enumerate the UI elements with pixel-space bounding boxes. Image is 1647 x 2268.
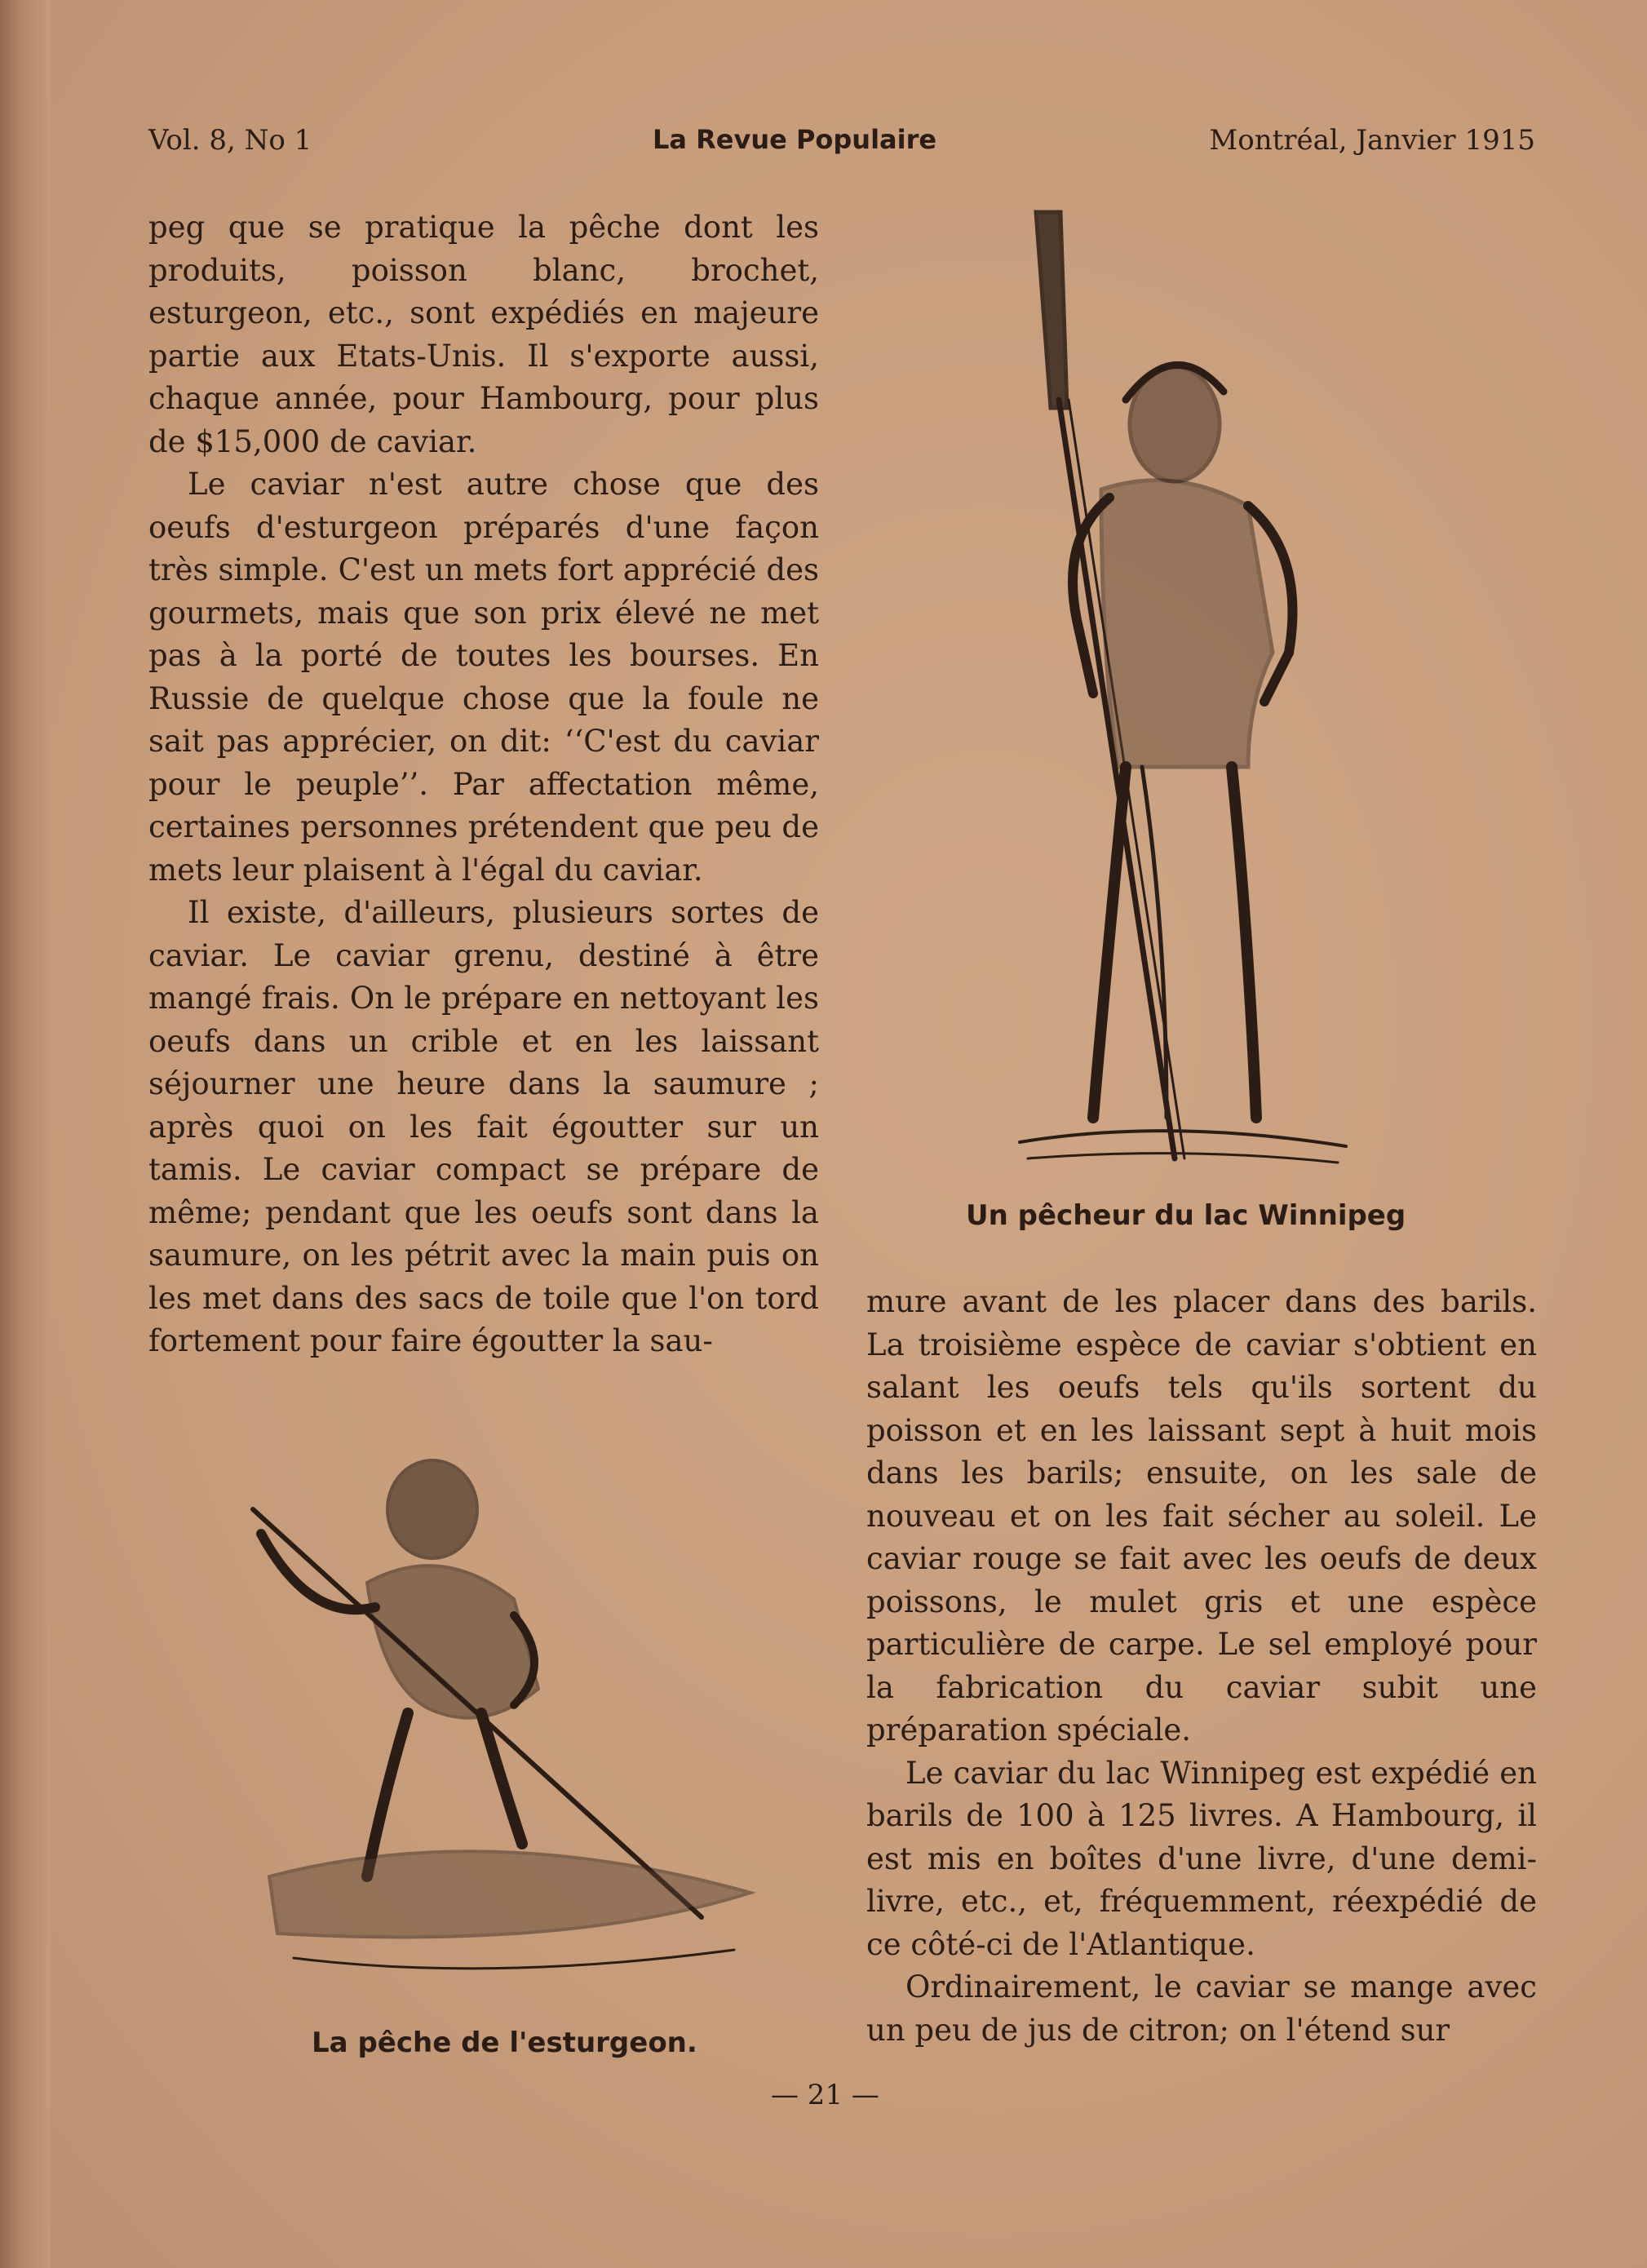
volume-issue: Vol. 8, No 1: [148, 124, 312, 157]
paragraph: Le caviar n'est autre chose que des oeufs d'esturgeon préparés d'une façon très simple. C'est un mets fort apprécié des gourmets, mais que son prix élevé ne met pas à la porté de toutes les bourses. En Russie de quelque chose que la foule ne sait pas apprécier, on dit: ‘‘C'est du caviar pour le peuple’’. Par affectation même, certaines personnes prétendent que peu de mets leur plaisent à l'égal du caviar.: [148, 467, 819, 888]
fisherman-drawing: [1003, 196, 1362, 1183]
paragraph: Ordinairement, le caviar se mange avec un peu de jus de citron; on l'étend sur: [866, 1969, 1537, 2048]
sturgeon-drawing: [245, 1420, 783, 1991]
fisherman-caption: Un pêcheur du lac Winnipeg: [966, 1199, 1406, 1232]
paragraph: Le caviar du lac Winnipeg est expédié en barils de 100 à 125 livres. A Hambourg, il est mis en boîtes d'une livre, d'une demi-livre, etc., et, fréquemment, réexpédié de ce côté-ci de l'Atlantique.: [866, 1755, 1537, 1962]
page-binding-shadow: [0, 0, 51, 2268]
sturgeon-fishing-illustration: [245, 1420, 783, 1991]
running-header: [148, 124, 1535, 173]
paragraph: Il existe, d'ailleurs, plusieurs sortes de caviar. Le caviar grenu, destiné à être mangé frais. On le prépare en nettoyant les oeufs dans un crible et en les laissant séjourner une heure dans la saumure ; après quoi on les fait égoutter sur un tamis. Le caviar compact se prépare de même; pendant que les oeufs sont dans la saumure, on les pétrit avec la main puis on les met dans des sacs de toile que l'on tord fortement pour faire égoutter la sau-: [148, 895, 819, 1358]
right-column-text: [866, 1281, 1537, 2052]
issue-date: Montréal, Janvier 1915: [1209, 124, 1535, 157]
paragraph: peg que se pratique la pêche dont les produits, poisson blanc, brochet, esturgeon, etc., sont expédiés en majeure partie aux Etats-Unis. Il s'exporte aussi, chaque année, pour Hambourg, pour plus de $15,000 de caviar.: [148, 210, 819, 459]
left-column-text: [148, 206, 819, 1363]
paragraph: mure avant de les placer dans des barils. La troisième espèce de caviar s'obtient en salant les oeufs tels qu'ils sortent du poisson et en les laissant sept à huit mois dans les barils; ensuite, on les sale de nouveau et on les fait sécher au soleil. Le caviar rouge se fait avec les oeufs de deux poissons, le mulet gris et une espèce particulière de carpe. Le sel employé pour la fabrication du caviar subit une préparation spéciale.: [866, 1284, 1537, 1748]
sturgeon-caption: La pêche de l'esturgeon.: [312, 2027, 697, 2059]
publication-title: La Revue Populaire: [653, 124, 937, 155]
fisherman-illustration: [1003, 196, 1362, 1183]
page-number: — 21 —: [771, 2079, 879, 2111]
